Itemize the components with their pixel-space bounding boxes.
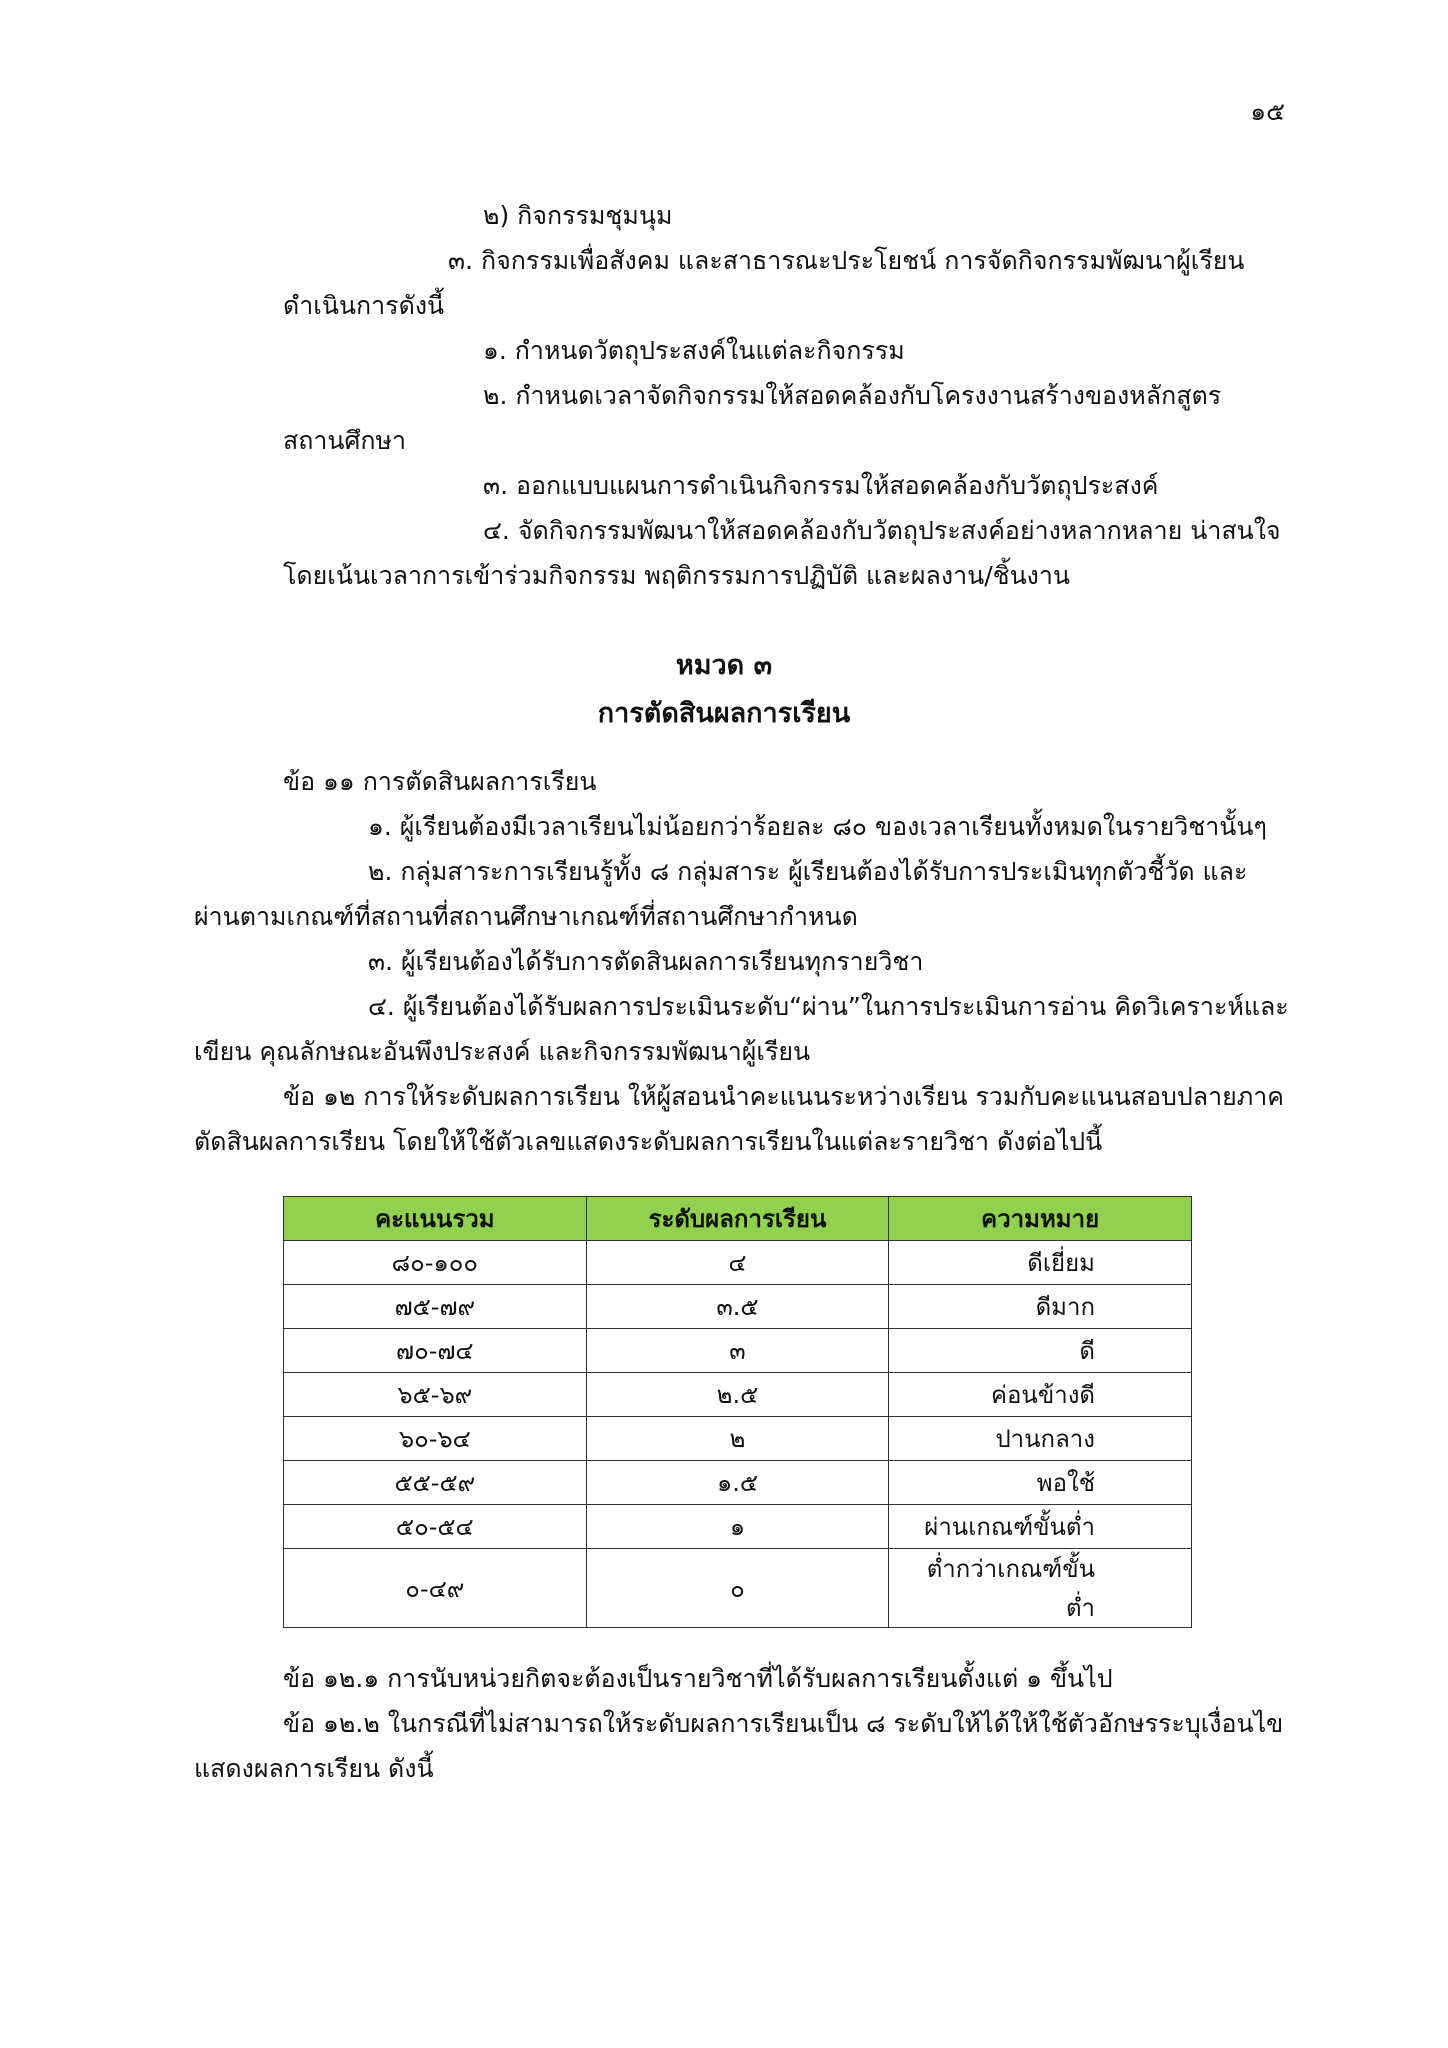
text-line: ๑. กำหนดวัตถุประสงค์ในแต่ละกิจกรรม	[483, 336, 905, 365]
score-range-cell: ๘๐-๑๐๐	[284, 1241, 587, 1285]
text-line: ๔. ผู้เรียนต้องได้รับผลการประเมินระดับ“ผ่าน”ในการประเมินการอ่าน คิดวิเคราะห์และ	[368, 992, 1289, 1021]
score-range-cell: ๕๕-๕๙	[284, 1461, 587, 1505]
score-range-cell: ๖๐-๖๔	[284, 1417, 587, 1461]
text-line: แสดงผลการเรียน ดังนี้	[194, 1754, 434, 1783]
table-row	[284, 1505, 1192, 1549]
grade-cell: ๓	[586, 1329, 889, 1373]
grade-cell: ๑	[586, 1505, 889, 1549]
grade-cell: ๑.๕	[586, 1461, 889, 1505]
score-range-cell: ๖๕-๖๙	[284, 1373, 587, 1417]
chapter-title: การตัดสินผลการเรียน	[597, 698, 851, 729]
text-line: ข้อ ๑๑ การตัดสินผลการเรียน	[283, 767, 597, 796]
chapter-heading: หมวด ๓	[675, 650, 773, 681]
grade-cell: ๔	[586, 1241, 889, 1285]
table-row	[284, 1373, 1192, 1417]
text-line: สถานศึกษา	[283, 426, 407, 455]
meaning-cell: ดีมาก	[889, 1285, 1192, 1329]
text-line: เขียน คุณลักษณะอันพึงประสงค์ และกิจกรรมพัฒนาผู้เรียน	[194, 1037, 811, 1066]
text-line: ๒) กิจกรรมชุมนุม	[483, 201, 673, 230]
meaning-cell: ดีเยี่ยม	[889, 1241, 1192, 1285]
text-line: ๒. กำหนดเวลาจัดกิจกรรมให้สอดคล้องกับโครงงานสร้างของหลักสูตร	[483, 381, 1222, 410]
table-row	[284, 1329, 1192, 1373]
score-range-cell: ๐-๔๙	[284, 1549, 587, 1628]
grade-cell: ๒	[586, 1417, 889, 1461]
meaning-cell: ดี	[889, 1329, 1192, 1373]
column-header-grade-level: ระดับผลการเรียน	[586, 1197, 889, 1241]
meaning-cell: ค่อนข้างดี	[889, 1373, 1192, 1417]
text-line: ๒. กลุ่มสาระการเรียนรู้ทั้ง ๘ กลุ่มสาระ ผู้เรียนต้องได้รับการประเมินทุกตัวชี้วัด และ	[368, 857, 1248, 886]
text-line: ข้อ ๑๒ การให้ระดับผลการเรียน ให้ผู้สอนนำคะแนนระหว่างเรียน รวมกับคะแนนสอบปลายภาค	[283, 1082, 1285, 1111]
score-range-cell: ๗๐-๗๔	[284, 1329, 587, 1373]
text-line: ดำเนินการดังนี้	[283, 291, 445, 320]
table-row	[284, 1241, 1192, 1285]
table-row	[284, 1285, 1192, 1329]
text-line: ข้อ ๑๒.๒ ในกรณีที่ไม่สามารถให้ระดับผลการเรียนเป็น ๘ ระดับให้ได้ให้ใช้ตัวอักษรระบุเงื่อนไข	[283, 1709, 1284, 1738]
score-range-cell: ๕๐-๕๔	[284, 1505, 587, 1549]
text-line: ๔. จัดกิจกรรมพัฒนาให้สอดคล้องกับวัตถุประสงค์อย่างหลากหลาย น่าสนใจ	[483, 516, 1281, 545]
meaning-cell: ปานกลาง	[889, 1417, 1192, 1461]
table-row	[284, 1549, 1192, 1628]
grade-cell: ๓.๕	[586, 1285, 889, 1329]
text-line: ตัดสินผลการเรียน โดยให้ใช้ตัวเลขแสดงระดับผลการเรียนในแต่ละรายวิชา ดังต่อไปนี้	[194, 1127, 1103, 1156]
text-line: โดยเน้นเวลาการเข้าร่วมกิจกรรม พฤติกรรมการปฏิบัติ และผลงาน/ชิ้นงาน	[283, 561, 1071, 590]
column-header-meaning: ความหมาย	[889, 1197, 1192, 1241]
meaning-cell: ผ่านเกณฑ์ขั้นต่ำ	[889, 1505, 1192, 1549]
table-row	[284, 1461, 1192, 1505]
text-line: ๓. ออกแบบแผนการดำเนินกิจกรรมให้สอดคล้องกับวัตถุประสงค์	[483, 471, 1159, 500]
text-line: ๓. ผู้เรียนต้องได้รับการตัดสินผลการเรียนทุกรายวิชา	[368, 947, 924, 976]
table-header-row	[284, 1197, 1192, 1241]
meaning-cell: พอใช้	[889, 1461, 1192, 1505]
text-line: ข้อ ๑๒.๑ การนับหน่วยกิตจะต้องเป็นรายวิชาที่ได้รับผลการเรียนตั้งแต่ ๑ ขึ้นไป	[283, 1664, 1113, 1693]
text-line: ผ่านตามเกณฑ์ที่สถานที่สถานศึกษาเกณฑ์ที่สถานศึกษากำหนด	[194, 902, 858, 931]
score-range-cell: ๗๕-๗๙	[284, 1285, 587, 1329]
meaning-cell: ต่ำกว่าเกณฑ์ขั้นต่ำ	[889, 1549, 1192, 1628]
grade-cell: ๒.๕	[586, 1373, 889, 1417]
text-line: ๓. กิจกรรมเพื่อสังคม และสาธารณะประโยชน์ การจัดกิจกรรมพัฒนาผู้เรียน	[448, 246, 1245, 275]
page-number: ๑๕	[1250, 97, 1285, 126]
text-line: ๑. ผู้เรียนต้องมีเวลาเรียนไม่น้อยกว่าร้อยละ ๘๐ ของเวลาเรียนทั้งหมดในรายวิชานั้นๆ	[368, 812, 1267, 841]
column-header-total-score: คะแนนรวม	[284, 1197, 587, 1241]
grade-table	[283, 1196, 1192, 1628]
table-row	[284, 1417, 1192, 1461]
grade-cell: ๐	[586, 1549, 889, 1628]
